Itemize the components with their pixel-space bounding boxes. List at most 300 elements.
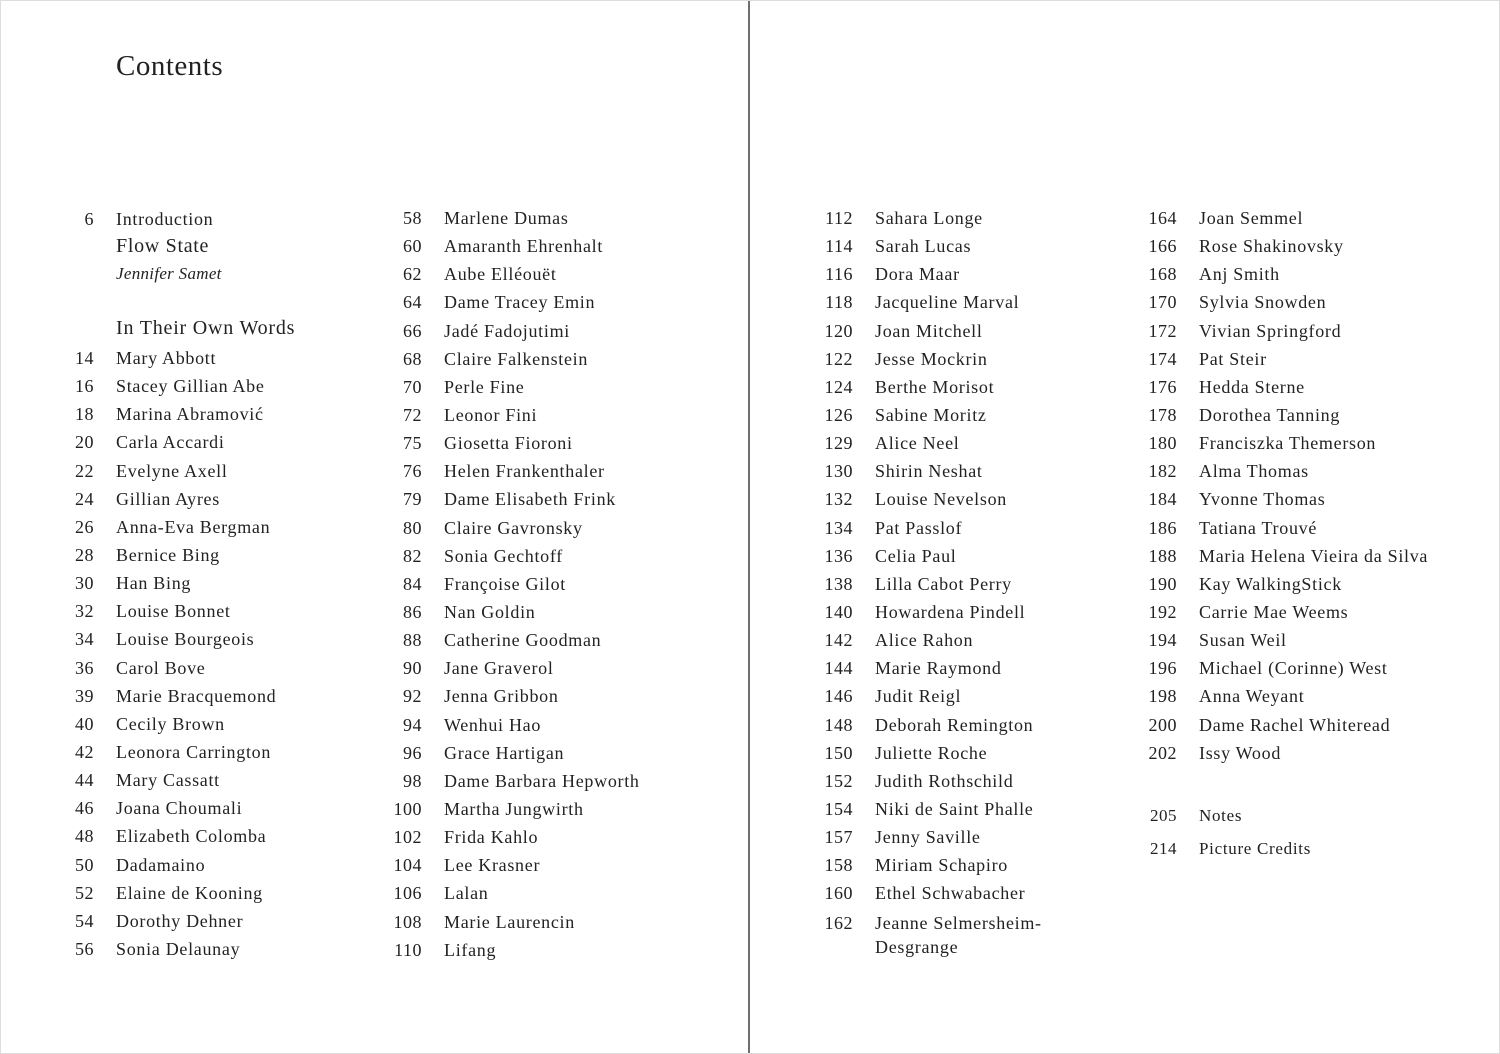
- toc-entry-label: Marlene Dumas: [444, 208, 569, 228]
- toc-entry[interactable]: [75, 457, 295, 485]
- toc-entry-label: Niki de Saint Phalle: [875, 798, 1034, 819]
- toc-page-number: 154: [824, 798, 853, 819]
- toc-page-number: 50: [75, 854, 94, 875]
- intro-subtitle-text: Flow State: [116, 235, 210, 257]
- toc-entry-label: Miriam Schapiro: [875, 855, 1008, 876]
- toc-page-number: 86: [403, 601, 422, 622]
- toc-page-number: 188: [1148, 545, 1177, 566]
- toc-entry-label: Dame Elisabeth Frink: [444, 489, 616, 510]
- toc-entry-label: Claire Gavronsky: [444, 517, 583, 538]
- toc-entry-label: Dame Rachel Whiteread: [1199, 714, 1391, 735]
- toc-page-number: 205: [1150, 805, 1177, 825]
- toc-entry-label: Sabine Moritz: [875, 404, 987, 425]
- toc-entry-label: Evelyne Axell: [116, 460, 228, 481]
- toc-page-number: 39: [75, 685, 94, 706]
- toc-entry-label: Louise Bonnet: [116, 601, 231, 622]
- toc-entry[interactable]: [75, 625, 295, 653]
- toc-entry-label: Anj Smith: [1199, 264, 1280, 285]
- toc-page-number: 166: [1148, 236, 1177, 257]
- toc-entry-label: Elaine de Kooning: [116, 882, 263, 903]
- toc-entry-label: Lee Krasner: [444, 855, 541, 876]
- toc-page-number: 148: [824, 714, 853, 735]
- toc-entry-label: Jesse Mockrin: [875, 348, 988, 369]
- toc-entry[interactable]: [824, 457, 1042, 485]
- toc-entry-label: Frida Kahlo: [444, 827, 539, 848]
- toc-entry[interactable]: [403, 514, 640, 542]
- toc-entry[interactable]: [824, 542, 1042, 570]
- right-page: [750, 0, 1500, 1054]
- toc-entry[interactable]: [393, 908, 640, 936]
- toc-page-number: 20: [75, 432, 94, 453]
- toc-entry-label: Amaranth Ehrenhalt: [444, 236, 604, 257]
- toc-entry[interactable]: [1148, 373, 1428, 401]
- toc-page-number: 112: [825, 208, 853, 228]
- toc-page-number: 150: [824, 742, 853, 763]
- toc-entry-label: Gillian Ayres: [116, 488, 220, 509]
- toc-entry[interactable]: [403, 401, 640, 429]
- toc-page-number: 110: [394, 939, 422, 960]
- toc-page-number: 56: [75, 938, 94, 959]
- toc-entry[interactable]: [824, 654, 1042, 682]
- toc-page-number: 144: [824, 658, 853, 679]
- intro-author-text: Jennifer Samet: [116, 264, 222, 283]
- toc-page-number: 118: [825, 292, 853, 313]
- toc-entry-label: Dorothy Dehner: [116, 910, 244, 931]
- toc-entry[interactable]: [1148, 317, 1428, 345]
- toc-page-number: 138: [824, 573, 853, 594]
- toc-entry[interactable]: [75, 569, 295, 597]
- toc-entry-label: Yvonne Thomas: [1199, 489, 1326, 510]
- toc-page-number: 88: [403, 630, 422, 651]
- toc-entry[interactable]: [394, 936, 640, 964]
- toc-entry-label: Marie Laurencin: [444, 911, 575, 932]
- toc-entry-label: Ethel Schwabacher: [875, 883, 1026, 904]
- toc-entry[interactable]: [1148, 204, 1428, 232]
- toc-entry-label: Rose Shakinovsky: [1199, 236, 1344, 257]
- toc-entry[interactable]: [1148, 739, 1428, 767]
- toc-entry[interactable]: [1148, 232, 1428, 260]
- toc-entry-label: Dame Tracey Emin: [444, 292, 596, 313]
- toc-entry[interactable]: [75, 794, 295, 822]
- toc-entry-label: Deborah Remington: [875, 714, 1034, 735]
- section-heading-text: In Their Own Words: [116, 317, 296, 339]
- toc-entry[interactable]: [403, 373, 640, 401]
- toc-page-number: 182: [1148, 461, 1177, 482]
- toc-entry-label: Shirin Neshat: [875, 461, 983, 482]
- toc-list: [393, 204, 640, 964]
- toc-page-number: 32: [75, 601, 94, 622]
- toc-list: [75, 344, 295, 963]
- toc-entry-label: Anna-Eva Bergman: [116, 516, 271, 537]
- toc-page-number: 58: [403, 208, 422, 228]
- toc-entry-label: Judith Rothschild: [875, 770, 1014, 791]
- toc-entry-label: Pat Steir: [1199, 348, 1267, 369]
- toc-entry[interactable]: [75, 513, 295, 541]
- toc-entry-label: Vivian Springford: [1199, 320, 1342, 341]
- toc-page-number: 168: [1148, 264, 1177, 285]
- toc-page-number: 152: [824, 770, 853, 791]
- toc-entry[interactable]: [75, 710, 295, 738]
- toc-entry-label: Tatiana Trouvé: [1199, 517, 1318, 538]
- toc-entry[interactable]: [403, 345, 640, 373]
- toc-entry[interactable]: [75, 654, 295, 682]
- toc-page-number: 34: [75, 629, 94, 650]
- toc-entry-label: Issy Wood: [1199, 742, 1282, 763]
- toc-entry[interactable]: [75, 372, 295, 400]
- toc-page-number: 46: [75, 798, 94, 819]
- toc-page-number: 194: [1148, 630, 1177, 651]
- toc-page-number: 184: [1148, 489, 1177, 510]
- toc-entry[interactable]: [824, 823, 1042, 851]
- toc-entry-label: Marie Raymond: [875, 658, 1002, 679]
- toc-entry-label: Introduction: [116, 209, 214, 229]
- toc-entry-label: Judit Reigl: [875, 686, 962, 707]
- toc-section-heading: [116, 312, 295, 344]
- toc-entry[interactable]: [403, 570, 640, 598]
- toc-page-number: 134: [824, 517, 853, 538]
- toc-page-number: 84: [403, 573, 422, 594]
- toc-entry[interactable]: [393, 851, 640, 879]
- toc-entry-label: Hedda Sterne: [1199, 376, 1305, 397]
- toc-entry[interactable]: [1148, 485, 1428, 513]
- toc-entry[interactable]: [75, 344, 295, 372]
- toc-page-number: 62: [403, 264, 422, 285]
- toc-page-number: 92: [403, 686, 422, 707]
- toc-entry[interactable]: [824, 485, 1042, 513]
- toc-page-number: 42: [75, 741, 94, 762]
- toc-entry[interactable]: [825, 288, 1042, 316]
- toc-intro-author: [116, 260, 295, 290]
- toc-entry-label: Jadé Fadojutimi: [444, 320, 570, 341]
- toc-entry-label: Anna Weyant: [1199, 686, 1305, 707]
- toc-page-number: 52: [75, 882, 94, 903]
- toc-entry[interactable]: [403, 542, 640, 570]
- toc-entry-label: Catherine Goodman: [444, 630, 602, 651]
- toc-page-number: 202: [1148, 742, 1177, 763]
- toc-entry-label: Alice Rahon: [875, 630, 974, 651]
- toc-entry[interactable]: [1148, 345, 1428, 373]
- toc-entry-label: Dadamaino: [116, 854, 206, 875]
- toc-entry-introduction[interactable]: [84, 206, 295, 233]
- toc-entry-label: Perle Fine: [444, 376, 525, 397]
- toc-entry-label: Michael (Corinne) West: [1199, 658, 1388, 679]
- toc-entry[interactable]: [75, 400, 295, 428]
- toc-entry[interactable]: [824, 429, 1042, 457]
- toc-entry[interactable]: [403, 232, 640, 260]
- toc-entry-label: Claire Falkenstein: [444, 348, 589, 369]
- toc-entry-label: Marina Abramović: [116, 404, 264, 425]
- toc-back-matter: [1150, 799, 1428, 865]
- toc-entry[interactable]: [75, 485, 295, 513]
- toc-page-number: 100: [393, 798, 422, 819]
- toc-entry-label: Jenny Saville: [875, 827, 981, 848]
- toc-page-number: 176: [1148, 376, 1177, 397]
- toc-entry[interactable]: [824, 711, 1042, 739]
- toc-entry[interactable]: [403, 682, 640, 710]
- toc-page-number: 54: [75, 910, 94, 931]
- toc-entry[interactable]: [825, 232, 1042, 260]
- toc-entry[interactable]: [825, 204, 1042, 232]
- toc-page-number: 136: [824, 545, 853, 566]
- toc-page-number: 116: [825, 264, 853, 285]
- toc-entry-label: Franciszka Themerson: [1199, 433, 1377, 454]
- toc-entry-label: Sonia Delaunay: [116, 938, 241, 959]
- toc-page-number: 124: [824, 376, 853, 397]
- toc-page-number: 22: [75, 460, 94, 481]
- toc-entry-label: Lalan: [444, 883, 489, 904]
- toc-entry[interactable]: [75, 597, 295, 625]
- toc-entry-label: Dame Barbara Hepworth: [444, 770, 640, 791]
- toc-entry[interactable]: [75, 541, 295, 569]
- toc-entry-label: Han Bing: [116, 573, 192, 594]
- toc-entry[interactable]: [824, 373, 1042, 401]
- toc-entry-label: Alma Thomas: [1199, 461, 1309, 482]
- toc-entry[interactable]: [824, 317, 1042, 345]
- toc-entry[interactable]: [403, 317, 640, 345]
- toc-entry-label: Jeanne Selmersheim-: [875, 912, 1042, 933]
- toc-entry[interactable]: [393, 795, 640, 823]
- toc-entry-label: Françoise Gilot: [444, 573, 566, 594]
- toc-entry[interactable]: [75, 766, 295, 794]
- toc-entry-label: Carla Accardi: [116, 432, 225, 453]
- toc-page-number: 66: [403, 320, 422, 341]
- toc-page-number: 76: [403, 461, 422, 482]
- toc-entry[interactable]: [1148, 514, 1428, 542]
- toc-entry-label: Aube Elléouët: [444, 264, 557, 285]
- toc-page-number: 120: [824, 320, 853, 341]
- toc-entry[interactable]: [1148, 654, 1428, 682]
- toc-entry[interactable]: [824, 795, 1042, 823]
- toc-page-number: 132: [824, 489, 853, 510]
- toc-entry[interactable]: [75, 935, 295, 963]
- toc-page-number: 198: [1148, 686, 1177, 707]
- page-title: Contents: [116, 50, 224, 82]
- toc-page-number: 90: [403, 658, 422, 679]
- toc-page-number: 6: [84, 209, 94, 229]
- toc-page-number: 114: [825, 236, 853, 257]
- toc-entry[interactable]: [403, 626, 640, 654]
- toc-entry[interactable]: [403, 654, 640, 682]
- toc-entry[interactable]: [824, 345, 1042, 373]
- toc-page-number: 192: [1148, 601, 1177, 622]
- toc-entry[interactable]: [824, 682, 1042, 710]
- toc-intro-subtitle: [116, 233, 295, 260]
- toc-entry[interactable]: [1148, 542, 1429, 570]
- toc-page-number: 130: [824, 461, 853, 482]
- toc-page-number: 82: [403, 545, 422, 566]
- toc-entry[interactable]: [75, 822, 295, 850]
- toc-entry[interactable]: [403, 288, 640, 316]
- toc-entry[interactable]: [824, 570, 1042, 598]
- toc-page-number: 68: [403, 348, 422, 369]
- toc-entry-label: Lilla Cabot Perry: [875, 573, 1012, 594]
- toc-entry-label: Leonor Fini: [444, 404, 538, 425]
- toc-entry[interactable]: [1148, 260, 1428, 288]
- toc-entry[interactable]: [824, 879, 1042, 907]
- toc-entry-label: Joan Mitchell: [875, 320, 983, 341]
- toc-entry[interactable]: [403, 767, 640, 795]
- toc-page-number: 30: [75, 573, 94, 594]
- toc-entry-label: Sonia Gechtoff: [444, 545, 563, 566]
- toc-page-number: 75: [403, 433, 422, 454]
- toc-page-number: 160: [824, 883, 853, 904]
- toc-entry[interactable]: [1148, 429, 1428, 457]
- toc-entry[interactable]: [393, 879, 640, 907]
- toc-entry-label: Grace Hartigan: [444, 742, 565, 763]
- toc-page-number: 16: [75, 376, 94, 397]
- toc-entry[interactable]: [403, 598, 640, 626]
- toc-entry[interactable]: [75, 879, 295, 907]
- toc-entry-label: Susan Weil: [1199, 630, 1287, 651]
- toc-page-number: 200: [1148, 714, 1177, 735]
- toc-entry[interactable]: [824, 401, 1042, 429]
- toc-list: [824, 204, 1042, 960]
- toc-page-number: 164: [1148, 208, 1177, 228]
- toc-page-number: 96: [403, 742, 422, 763]
- toc-page-number: 26: [75, 516, 94, 537]
- toc-entry-label: Marie Bracquemond: [116, 685, 277, 706]
- toc-page-number: 190: [1148, 573, 1177, 594]
- toc-entry-label: Howardena Pindell: [875, 601, 1026, 622]
- toc-entry-label: Sarah Lucas: [875, 236, 972, 257]
- toc-entry[interactable]: [403, 485, 640, 513]
- toc-page-number: 126: [824, 404, 853, 425]
- toc-page-number: 79: [403, 489, 422, 510]
- toc-entry[interactable]: [1148, 401, 1428, 429]
- toc-page-number: 172: [1148, 320, 1177, 341]
- toc-entry[interactable]: [824, 598, 1042, 626]
- toc-entry-label: Notes: [1199, 805, 1243, 825]
- toc-entry-label: Wenhui Hao: [444, 714, 542, 735]
- toc-column-2: [393, 204, 640, 964]
- toc-page-number: 94: [403, 714, 422, 735]
- toc-entry[interactable]: [824, 767, 1042, 795]
- left-page: [0, 0, 749, 1054]
- toc-entry-label: Leonora Carrington: [116, 741, 272, 762]
- toc-page-number: 102: [393, 827, 422, 848]
- toc-page-number: 108: [393, 911, 422, 932]
- toc-entry[interactable]: [393, 823, 640, 851]
- toc-entry-label: Celia Paul: [875, 545, 957, 566]
- toc-entry[interactable]: [403, 739, 640, 767]
- toc-entry[interactable]: [1148, 626, 1428, 654]
- toc-entry[interactable]: [824, 514, 1042, 542]
- toc-page-number: 18: [75, 404, 94, 425]
- toc-entry[interactable]: [824, 851, 1042, 879]
- toc-entry[interactable]: [75, 738, 295, 766]
- toc-entry-label: Carol Bove: [116, 657, 206, 678]
- toc-entry-label: Jane Graverol: [444, 658, 554, 679]
- toc-page-number: 14: [75, 348, 94, 368]
- toc-entry-label: Cecily Brown: [116, 713, 225, 734]
- toc-entry-label: Jacqueline Marval: [875, 292, 1020, 313]
- toc-entry[interactable]: [824, 739, 1042, 767]
- toc-page-number: 174: [1148, 348, 1177, 369]
- toc-entry-label: Jenna Gribbon: [444, 686, 559, 707]
- toc-entry-label: Pat Passlof: [875, 517, 963, 538]
- toc-entry-label: Bernice Bing: [116, 544, 220, 565]
- toc-page-number: 106: [393, 883, 422, 904]
- toc-entry[interactable]: [403, 429, 640, 457]
- toc-entry-label: Sahara Longe: [875, 208, 983, 228]
- toc-entry[interactable]: [825, 260, 1042, 288]
- toc-entry[interactable]: [1148, 457, 1428, 485]
- toc-entry-label: Dorothea Tanning: [1199, 404, 1341, 425]
- toc-page-number: 36: [75, 657, 94, 678]
- toc-page-number: 48: [75, 826, 94, 847]
- toc-entry-label: Elizabeth Colomba: [116, 826, 267, 847]
- toc-list: [1148, 204, 1429, 767]
- toc-entry[interactable]: [75, 907, 295, 935]
- toc-entry-label: Louise Bourgeois: [116, 629, 255, 650]
- toc-entry-label: Alice Neel: [875, 433, 960, 454]
- toc-entry[interactable]: [824, 908, 1042, 960]
- toc-column-3: [824, 204, 1042, 960]
- toc-entry-label: Louise Nevelson: [875, 489, 1007, 510]
- toc-entry-label: Carrie Mae Weems: [1199, 601, 1349, 622]
- toc-page-number: 162: [824, 912, 853, 933]
- toc-entry[interactable]: [1148, 711, 1428, 739]
- toc-entry-label: Lifang: [444, 939, 497, 960]
- toc-entry[interactable]: [403, 457, 640, 485]
- toc-page-number: 70: [403, 376, 422, 397]
- toc-page-number: 142: [824, 630, 853, 651]
- toc-column-4: [1148, 204, 1429, 865]
- toc-entry-label: Nan Goldin: [444, 601, 536, 622]
- toc-entry-label: Juliette Roche: [875, 742, 988, 763]
- toc-entry-label: Berthe Morisot: [875, 376, 995, 397]
- toc-entry-label: Maria Helena Vieira da Silva: [1199, 545, 1429, 566]
- toc-page-number: 40: [75, 713, 94, 734]
- toc-page-number: 98: [403, 770, 422, 791]
- toc-entry-label: Joan Semmel: [1199, 208, 1304, 228]
- toc-entry[interactable]: [75, 851, 295, 879]
- toc-entry[interactable]: [824, 626, 1042, 654]
- toc-page-number: 178: [1148, 404, 1177, 425]
- toc-page-number: 44: [75, 770, 94, 791]
- toc-page-number: 28: [75, 544, 94, 565]
- toc-entry-label: Sylvia Snowden: [1199, 292, 1327, 313]
- toc-entry[interactable]: [1150, 799, 1428, 832]
- toc-page-number: 122: [824, 348, 853, 369]
- toc-entry-label: Picture Credits: [1199, 838, 1312, 858]
- toc-entry[interactable]: [75, 428, 295, 456]
- toc-page-number: 158: [824, 855, 853, 876]
- toc-entry-label: Giosetta Fioroni: [444, 433, 573, 454]
- toc-entry[interactable]: [75, 682, 295, 710]
- toc-page-number: 157: [824, 827, 853, 848]
- toc-entry-label: Dora Maar: [875, 264, 960, 285]
- toc-page-number: 104: [393, 855, 422, 876]
- toc-entry-label: Mary Abbott: [116, 348, 217, 368]
- toc-entry[interactable]: [1148, 682, 1428, 710]
- toc-entry-label: Joana Choumali: [116, 798, 243, 819]
- toc-entry[interactable]: [403, 204, 640, 232]
- toc-entry[interactable]: [1148, 288, 1428, 316]
- toc-column-1: [75, 206, 296, 963]
- toc-page-number: 24: [75, 488, 94, 509]
- toc-entry[interactable]: [403, 260, 640, 288]
- toc-entry[interactable]: [1148, 570, 1428, 598]
- toc-page-number: 129: [824, 433, 853, 454]
- toc-entry[interactable]: [1150, 832, 1428, 865]
- toc-page-number: 140: [824, 601, 853, 622]
- toc-entry[interactable]: [1148, 598, 1428, 626]
- toc-page-number: 64: [403, 292, 422, 313]
- toc-entry[interactable]: [403, 711, 640, 739]
- toc-page-number: 170: [1148, 292, 1177, 313]
- toc-entry-label: Mary Cassatt: [116, 770, 220, 791]
